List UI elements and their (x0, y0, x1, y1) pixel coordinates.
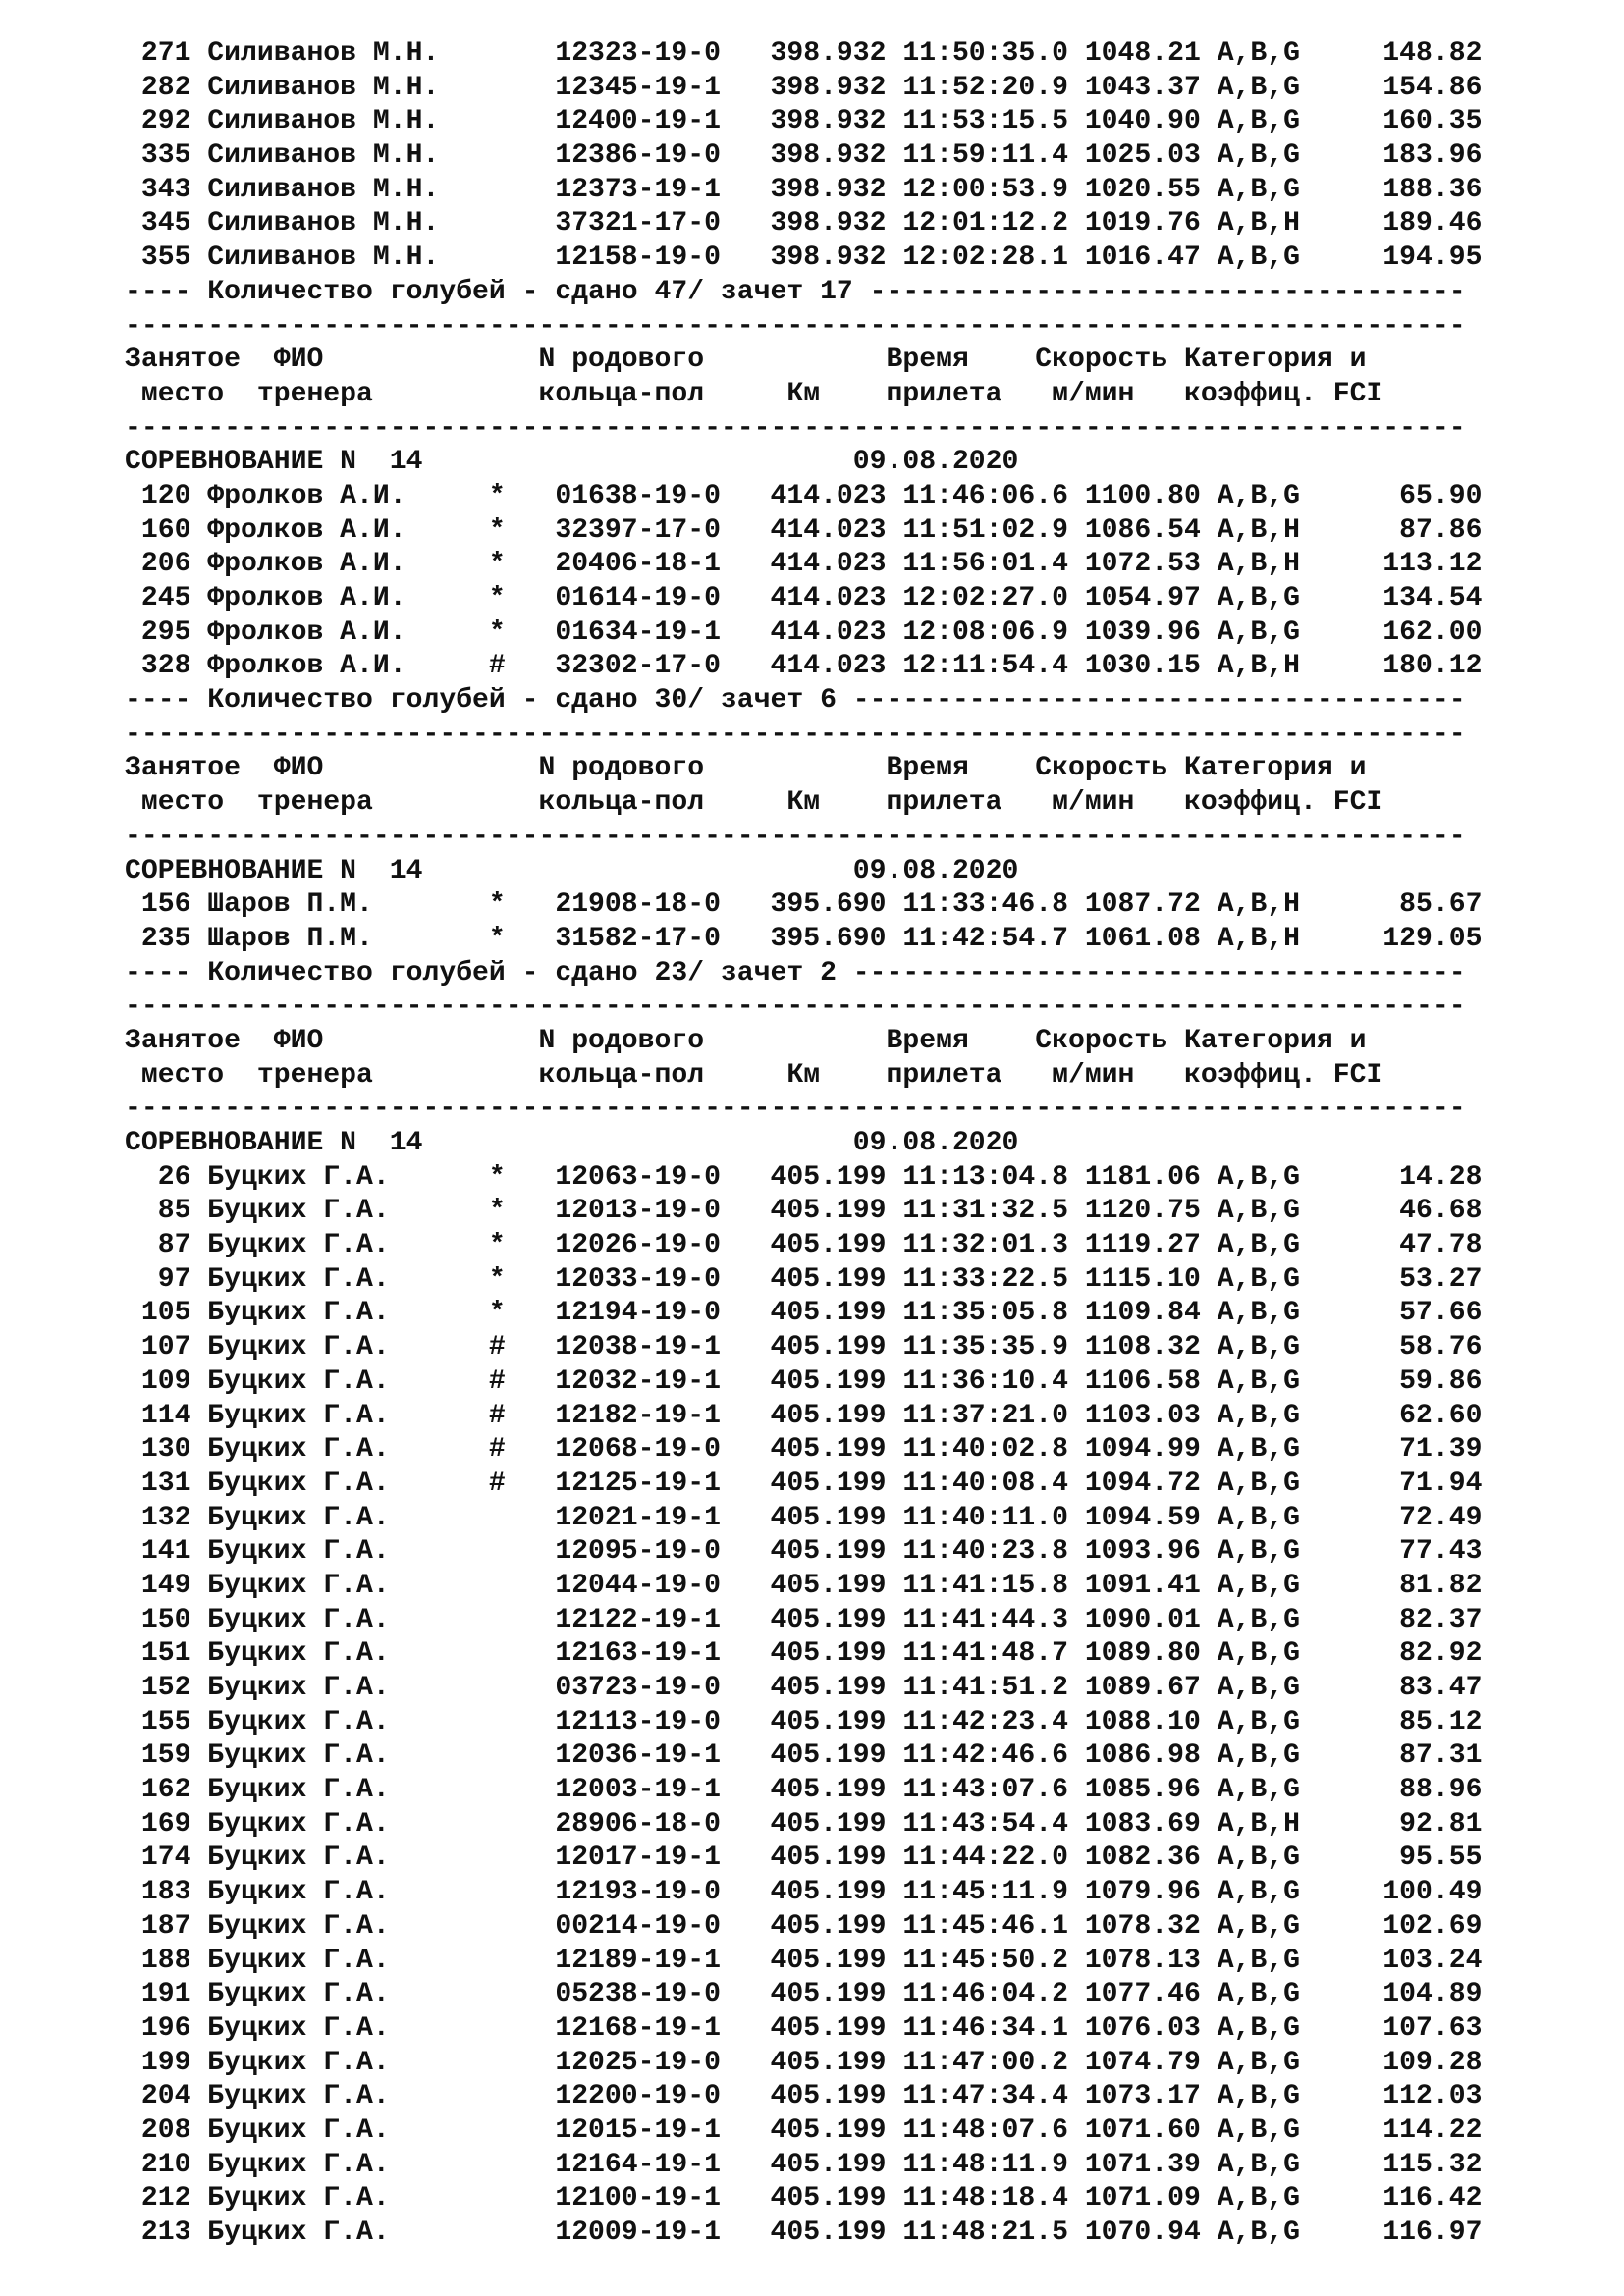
divider-line: --------------------------------------------------------------------------------- (125, 719, 1466, 750)
section-summary-line: ---- Количество голубей - сдано 23/ зачет 2 ------------------------------------- (125, 957, 1466, 988)
result-row: 355 Силиванов М.Н. 12158-19-0 398.932 12:02:28.1 1016.47 A,B,G 194.95 (125, 242, 1483, 274)
result-row: 204 Буцких Г.А. 12200-19-0 405.199 11:47:34.4 1073.17 A,B,G 112.03 (125, 2081, 1483, 2112)
result-row: 160 Фролков А.И. * 32397-17-0 414.023 11:51:02.9 1086.54 A,B,H 87.86 (125, 514, 1483, 546)
competition-header-line: СОРЕВНОВАНИЕ N 14 09.08.2020 (125, 447, 1019, 478)
divider-line: --------------------------------------------------------------------------------- (125, 412, 1466, 444)
result-row: 130 Буцких Г.А. # 12068-19-0 405.199 11:40:02.8 1094.99 A,B,G 71.39 (125, 1434, 1483, 1466)
column-header-line: Занятое ФИО N родового Время Скорость Категория и (125, 1025, 1367, 1056)
result-row: 114 Буцких Г.А. # 12182-19-1 405.199 11:37:21.0 1103.03 A,B,G 62.60 (125, 1400, 1483, 1431)
result-row: 155 Буцких Г.А. 12113-19-0 405.199 11:42:23.4 1088.10 A,B,G 85.12 (125, 1706, 1483, 1737)
result-row: 188 Буцких Г.А. 12189-19-1 405.199 11:45:50.2 1078.13 A,B,G 103.24 (125, 1945, 1483, 1976)
result-row: 295 Фролков А.И. * 01634-19-1 414.023 12:08:06.9 1039.96 A,B,G 162.00 (125, 616, 1483, 648)
result-row: 107 Буцких Г.А. # 12038-19-1 405.199 11:35:35.9 1108.32 A,B,G 58.76 (125, 1332, 1483, 1363)
result-row: 141 Буцких Г.А. 12095-19-0 405.199 11:40:23.8 1093.96 A,B,G 77.43 (125, 1536, 1483, 1568)
result-row: 150 Буцких Г.А. 12122-19-1 405.199 11:41:44.3 1090.01 A,B,G 82.37 (125, 1604, 1483, 1635)
result-row: 199 Буцких Г.А. 12025-19-0 405.199 11:47:00.2 1074.79 A,B,G 109.28 (125, 2047, 1483, 2078)
result-row: 132 Буцких Г.А. 12021-19-1 405.199 11:40:11.0 1094.59 A,B,G 72.49 (125, 1502, 1483, 1533)
result-row: 109 Буцких Г.А. # 12032-19-1 405.199 11:36:10.4 1106.58 A,B,G 59.86 (125, 1365, 1483, 1397)
result-row: 162 Буцких Г.А. 12003-19-1 405.199 11:43:07.6 1085.96 A,B,G 88.96 (125, 1775, 1483, 1806)
result-row: 206 Фролков А.И. * 20406-18-1 414.023 11:56:01.4 1072.53 A,B,H 113.12 (125, 549, 1483, 580)
result-row: 149 Буцких Г.А. 12044-19-0 405.199 11:41:15.8 1091.41 A,B,G 81.82 (125, 1570, 1483, 1601)
result-row: 87 Буцких Г.А. * 12026-19-0 405.199 11:32:01.3 1119.27 A,B,G 47.78 (125, 1230, 1483, 1261)
column-header-line: место тренера кольца-пол Км прилета м/мин коэффиц. FCI (125, 787, 1383, 819)
result-row: 345 Силиванов М.Н. 37321-17-0 398.932 12:01:12.2 1019.76 A,B,H 189.46 (125, 208, 1483, 240)
result-row: 174 Буцких Г.А. 12017-19-1 405.199 11:44:22.0 1082.36 A,B,G 95.55 (125, 1842, 1483, 1874)
result-row: 159 Буцких Г.А. 12036-19-1 405.199 11:42:46.6 1086.98 A,B,G 87.31 (125, 1740, 1483, 1772)
column-header-line: место тренера кольца-пол Км прилета м/мин коэффиц. FCI (125, 378, 1383, 409)
section-summary-line: ---- Количество голубей - сдано 47/ зачет 17 ------------------------------------ (125, 276, 1466, 307)
divider-line: --------------------------------------------------------------------------------- (125, 1094, 1466, 1125)
result-row: 292 Силиванов М.Н. 12400-19-1 398.932 11:53:15.5 1040.90 A,B,G 160.35 (125, 106, 1483, 137)
result-row: 191 Буцких Г.А. 05238-19-0 405.199 11:46:04.2 1077.46 A,B,G 104.89 (125, 1979, 1483, 2010)
results-report (125, 37, 1482, 2251)
result-row: 187 Буцких Г.А. 00214-19-0 405.199 11:45:46.1 1078.32 A,B,G 102.69 (125, 1910, 1483, 1942)
competition-header-line: СОРЕВНОВАНИЕ N 14 09.08.2020 (125, 1128, 1019, 1158)
result-row: 335 Силиванов М.Н. 12386-19-0 398.932 11:59:11.4 1025.03 A,B,G 183.96 (125, 140, 1483, 172)
result-row: 245 Фролков А.И. * 01614-19-0 414.023 12:02:27.0 1054.97 A,B,G 134.54 (125, 583, 1483, 614)
column-header-line: место тренера кольца-пол Км прилета м/мин коэффиц. FCI (125, 1059, 1383, 1091)
result-row: 26 Буцких Г.А. * 12063-19-0 405.199 11:13:04.8 1181.06 A,B,G 14.28 (125, 1161, 1483, 1193)
result-row: 120 Фролков А.И. * 01638-19-0 414.023 11:46:06.6 1100.80 A,B,G 65.90 (125, 480, 1483, 511)
divider-line: --------------------------------------------------------------------------------- (125, 310, 1466, 342)
result-row: 97 Буцких Г.А. * 12033-19-0 405.199 11:33:22.5 1115.10 A,B,G 53.27 (125, 1263, 1483, 1295)
result-row: 131 Буцких Г.А. # 12125-19-1 405.199 11:40:08.4 1094.72 A,B,G 71.94 (125, 1468, 1483, 1499)
section-summary-line: ---- Количество голубей - сдано 30/ зачет 6 ------------------------------------- (125, 685, 1466, 717)
competition-header-line: СОРЕВНОВАНИЕ N 14 09.08.2020 (125, 855, 1019, 886)
result-row: 328 Фролков А.И. # 32302-17-0 414.023 12:11:54.4 1030.15 A,B,H 180.12 (125, 651, 1483, 682)
result-row: 282 Силиванов М.Н. 12345-19-1 398.932 11:52:20.9 1043.37 A,B,G 154.86 (125, 72, 1483, 103)
result-row: 212 Буцких Г.А. 12100-19-1 405.199 11:48:18.4 1071.09 A,B,G 116.42 (125, 2183, 1483, 2215)
column-header-line: Занятое ФИО N родового Время Скорость Категория и (125, 345, 1367, 376)
result-row: 235 Шаров П.М. * 31582-17-0 395.690 11:42:54.7 1061.08 A,B,H 129.05 (125, 923, 1483, 954)
result-row: 152 Буцких Г.А. 03723-19-0 405.199 11:41:51.2 1089.67 A,B,G 83.47 (125, 1673, 1483, 1703)
result-row: 151 Буцких Г.А. 12163-19-1 405.199 11:41:48.7 1089.80 A,B,G 82.92 (125, 1638, 1483, 1670)
result-row: 213 Буцких Г.А. 12009-19-1 405.199 11:48:21.5 1070.94 A,B,G 116.97 (125, 2217, 1483, 2248)
result-row: 210 Буцких Г.А. 12164-19-1 405.199 11:48:11.9 1071.39 A,B,G 115.32 (125, 2149, 1483, 2180)
divider-line: --------------------------------------------------------------------------------- (125, 821, 1466, 852)
result-row: 183 Буцких Г.А. 12193-19-0 405.199 11:45:11.9 1079.96 A,B,G 100.49 (125, 1877, 1483, 1908)
result-row: 343 Силиванов М.Н. 12373-19-1 398.932 12:00:53.9 1020.55 A,B,G 188.36 (125, 174, 1483, 205)
result-row: 105 Буцких Г.А. * 12194-19-0 405.199 11:35:05.8 1109.84 A,B,G 57.66 (125, 1298, 1483, 1329)
result-row: 208 Буцких Г.А. 12015-19-1 405.199 11:48:07.6 1071.60 A,B,G 114.22 (125, 2114, 1483, 2146)
result-row: 196 Буцких Г.А. 12168-19-1 405.199 11:46:34.1 1076.03 A,B,G 107.63 (125, 2012, 1483, 2044)
result-row: 85 Буцких Г.А. * 12013-19-0 405.199 11:31:32.5 1120.75 A,B,G 46.68 (125, 1196, 1483, 1227)
result-row: 271 Силиванов М.Н. 12323-19-0 398.932 11:50:35.0 1048.21 A,B,G 148.82 (125, 38, 1483, 69)
result-row: 156 Шаров П.М. * 21908-18-0 395.690 11:33:46.8 1087.72 A,B,H 85.67 (125, 889, 1483, 921)
result-row: 169 Буцких Г.А. 28906-18-0 405.199 11:43:54.4 1083.69 A,B,H 92.81 (125, 1808, 1483, 1840)
column-header-line: Занятое ФИО N родового Время Скорость Категория и (125, 753, 1367, 784)
divider-line: --------------------------------------------------------------------------------- (125, 991, 1466, 1023)
